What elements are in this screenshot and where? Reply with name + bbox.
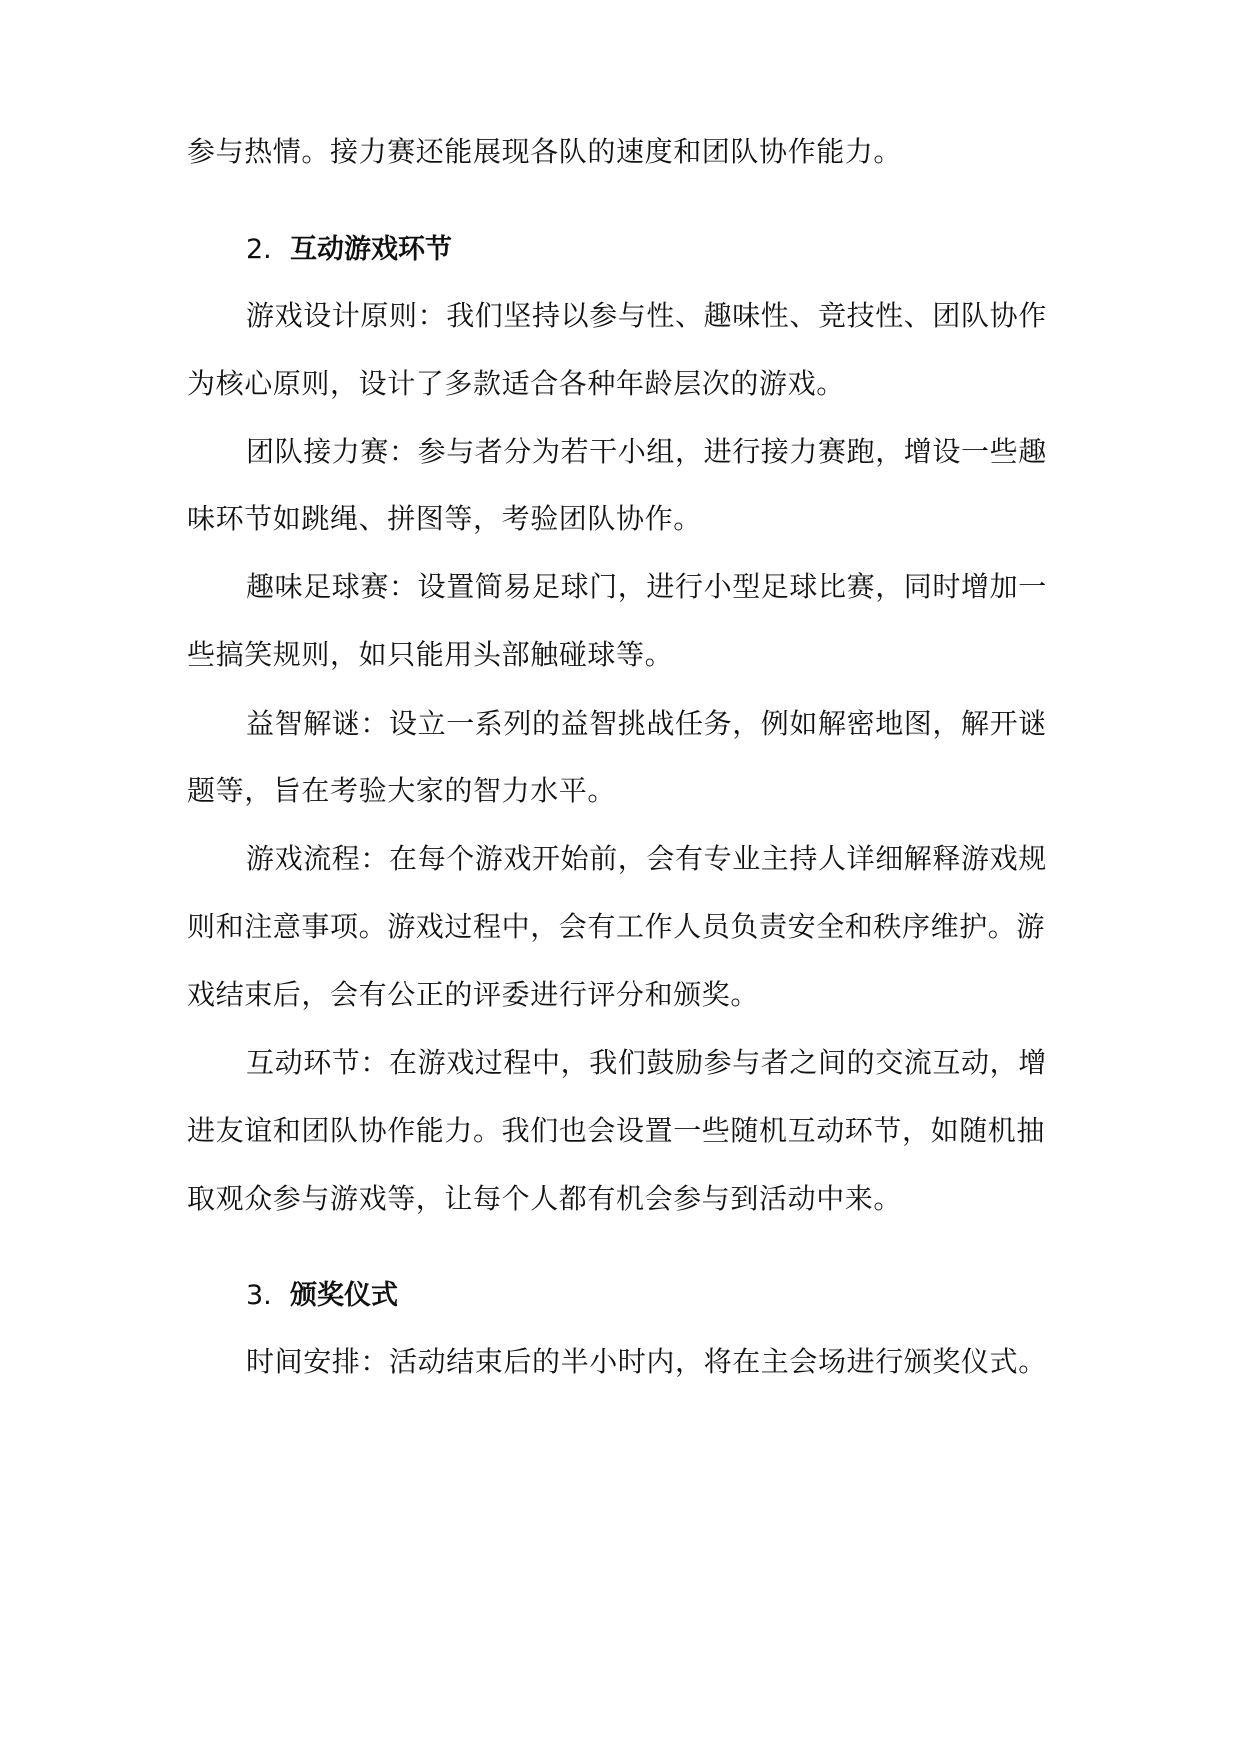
section-number: 3. <box>246 1280 272 1311</box>
paragraph-line: 些搞笑规则，如只能用头部触碰球等。 <box>187 638 674 671</box>
paragraph-line: 参与热情。接力赛还能展现各队的速度和团队协作能力。 <box>187 135 903 168</box>
paragraph-line: 游戏设计原则：我们坚持以参与性、趣味性、竞技性、团队协作 <box>246 299 1047 332</box>
paragraph-line: 游戏流程：在每个游戏开始前，会有专业主持人详细解释游戏规 <box>246 842 1047 875</box>
paragraph-line: 团队接力赛：参与者分为若干小组，进行接力赛跑，增设一些趣 <box>246 435 1047 468</box>
paragraph-line: 戏结束后，会有公正的评委进行评分和颁奖。 <box>187 978 760 1011</box>
paragraph-line: 进友谊和团队协作能力。我们也会设置一些随机互动环节，如随机抽 <box>187 1114 1046 1147</box>
section-number: 2. <box>246 234 272 265</box>
section-title: 颁奖仪式 <box>290 1280 398 1311</box>
paragraph-line: 益智解谜：设立一系列的益智挑战任务，例如解密地图，解开谜 <box>246 707 1047 740</box>
paragraph-line: 则和注意事项。游戏过程中，会有工作人员负责安全和秩序维护。游 <box>187 910 1046 943</box>
section-heading-2 <box>246 230 452 270</box>
paragraph-line: 取观众参与游戏等，让每个人都有机会参与到活动中来。 <box>187 1182 903 1215</box>
paragraph-line: 互动环节：在游戏过程中，我们鼓励参与者之间的交流互动，增 <box>246 1046 1047 1079</box>
paragraph-line: 趣味足球赛：设置简易足球门，进行小型足球比赛，同时增加一 <box>246 570 1047 603</box>
paragraph-line: 味环节如跳绳、拼图等，考验团队协作。 <box>187 502 702 535</box>
paragraph-line: 题等，旨在考验大家的智力水平。 <box>187 774 617 807</box>
paragraph-line: 时间安排：活动结束后的半小时内，将在主会场进行颁奖仪式。 <box>246 1345 1047 1378</box>
section-title: 互动游戏环节 <box>290 234 452 265</box>
paragraph-line: 为核心原则，设计了多款适合各种年龄层次的游戏。 <box>187 367 845 400</box>
section-heading-3 <box>246 1276 398 1316</box>
